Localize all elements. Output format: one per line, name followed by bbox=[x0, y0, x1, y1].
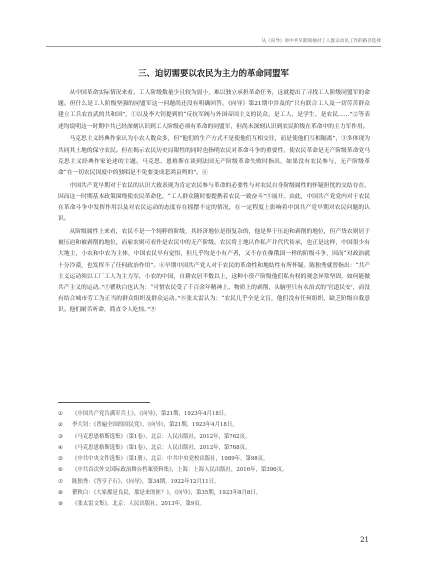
footnote bbox=[58, 443, 370, 454]
footnote-text: 《马克思恩格斯选集》（第1卷），北京：人民出版社，2012年，第762页。 bbox=[72, 433, 251, 440]
footnote-text: 陈独秀：《答亨子石》，《向导》，第34期，1922年12月11日。 bbox=[72, 478, 220, 485]
footnote-number: ⑨ bbox=[58, 501, 63, 508]
footnote bbox=[58, 465, 370, 476]
footnote-number: ⑦ bbox=[58, 478, 63, 485]
footnote-number: ④ bbox=[58, 444, 63, 451]
footnote bbox=[58, 488, 370, 499]
paragraph: 中国共产党早期对于农民的认识大致表现为肯定农民参与革命的必要性与对农民自身阶级属性的怀疑担忧的交结存在，因而这一时期基本政策围绕使农民革命化，“工人群众随时要提携着农民一致奋斗”⑤展开。由此，中国共产党党内对于农民在革命斗争中发挥作用以及对农民运动的态度存在摇摆不定的情况，在一定程度上影响着中国共产党早期对农民问题的认识。 bbox=[58, 182, 370, 223]
footnote-number: ③ bbox=[58, 433, 63, 440]
footnote-number: ② bbox=[58, 422, 63, 429]
footnote-text: 《张太雷文集》，北京：人民出版社，2013年，第9页。 bbox=[72, 501, 206, 508]
footnote-text: 《中共首次外交国际政治舞台档案资料集》，上海：上海人民出版社，2016年，第396页。 bbox=[72, 467, 288, 474]
footnote bbox=[58, 477, 370, 488]
section-title: 三、迫切需要以农民为主力的革命同盟军 bbox=[138, 68, 289, 78]
paragraph: 从阶级属性上来看，农民不是一个纯粹的阶级，其经济地位是很复杂的，他是界于压迫和剥削的地位，但产货农则居于被压迫和被剥削的地位，而雇农则可看作是农民中的无产阶级。农民将土地认作私产并代代传承，也正是这样，中国很少有大地主，小农和中农为主体，中国农民早有觉悟，但几乎均是小有产者，又不存在像俄国一样的阶级斗争，因而“对政治就十分冷漠，也发挥不了任何政治作用”。⑥早期中国共产党人对于农民的革命性和地结性有所怀疑。陈独秀就曾指出：“共产主义运动须以工厂工人为主力军，小农的中国，自耕农居半数以上，这种小资产阶级他们私有权的观念异常坚固，如何能做共产主义的运动。”⑦瞿秋白也认为：“可惜农民受了千百余年精神上、物质上的剥削，头脑里只有永治式的‘官道民安’，而没有结合城市劳工为正当的群众组织及群众运动。”⑧张太雷认为：“农民几乎全是文盲，他们没有任何组织，缺乏阶级自我意识。他们耐苦听命，简直令人吃惊。”⑨ bbox=[58, 228, 370, 314]
footnote-text: 李大钊：《普遍全国的国民党》，《向导》，第21期，1923年4月18日。 bbox=[72, 422, 238, 429]
footnote-text: 瞿秋白：《大家都是良民，那是来的匪？》，《向导》，第35期，1923年8月8日。 bbox=[72, 490, 262, 497]
footnote-number: ① bbox=[58, 411, 63, 417]
running-header: 从《向导》看中共早期领袖对工人群众动员工作的路径选择 bbox=[261, 39, 381, 44]
footnote-text: 《中国共产党告满军兵士》，《向导》，第21期，1923年4月18日。 bbox=[72, 411, 230, 417]
body-text bbox=[58, 88, 370, 318]
footnote bbox=[58, 454, 370, 465]
footnote-number: ⑥ bbox=[58, 467, 63, 474]
footnote-rule bbox=[58, 402, 150, 403]
footnote bbox=[58, 499, 370, 510]
footnotes bbox=[58, 409, 370, 511]
footnote-text: 《中共中央文件选集》（第1册），北京：中共中央党校出版社，1989年，第98页。 bbox=[72, 456, 269, 463]
footnote bbox=[58, 432, 370, 443]
paragraph: 马克思主义经典作家认为小农人数众多，但“他们的生产方式不是使他们互相交往，而是使他们互相隔离”，③多体现为共同其土地的保守农民。但在揭示农民历史局限性的同时也指明农民对革命斗争的重要性，使农民革命是无产阶级革命党马克思主义经典作家论述的主题。马克思、恩格斯在谈到法国无产阶级革命失败时指出，如果没有农民参与，无产阶级革命“在一切农民国度中的独唱是不免要变成悲鸿哀鸣的”。④ bbox=[58, 136, 370, 176]
footnote-number: ⑤ bbox=[58, 456, 63, 463]
paragraph: 从中国革命实际情况来看，工人阶级数量少且较为弱小，难以独立承担革命任务，这就提出了寻找工人阶级同盟军的命题。但什么是工人阶级坚强的同盟军这一问题尚还没有明确回答。《向导》第21期中涉及的“只有联合工人及一切劳苦群众建立工兵农直武的共和国”，①以及李大钊提到的“反抗军阀与外国帝国主义的民众，是工人、是学生、是农民……”②等表述均说明这一时期中共已经深刻认识到工人阶级必须有革命的同盟军，但尚未深刻认识到农民阶级在革命中的主力军作用。 bbox=[58, 90, 370, 130]
header-rule bbox=[46, 46, 381, 47]
footnote-text: 《马克思恩格斯选集》（第1卷），北京：人民出版社，2012年，第768页。 bbox=[72, 444, 251, 451]
page-number: 21 bbox=[360, 536, 369, 544]
footnote-number: ⑧ bbox=[58, 490, 63, 497]
footnote bbox=[58, 420, 370, 431]
footnote bbox=[58, 409, 370, 420]
